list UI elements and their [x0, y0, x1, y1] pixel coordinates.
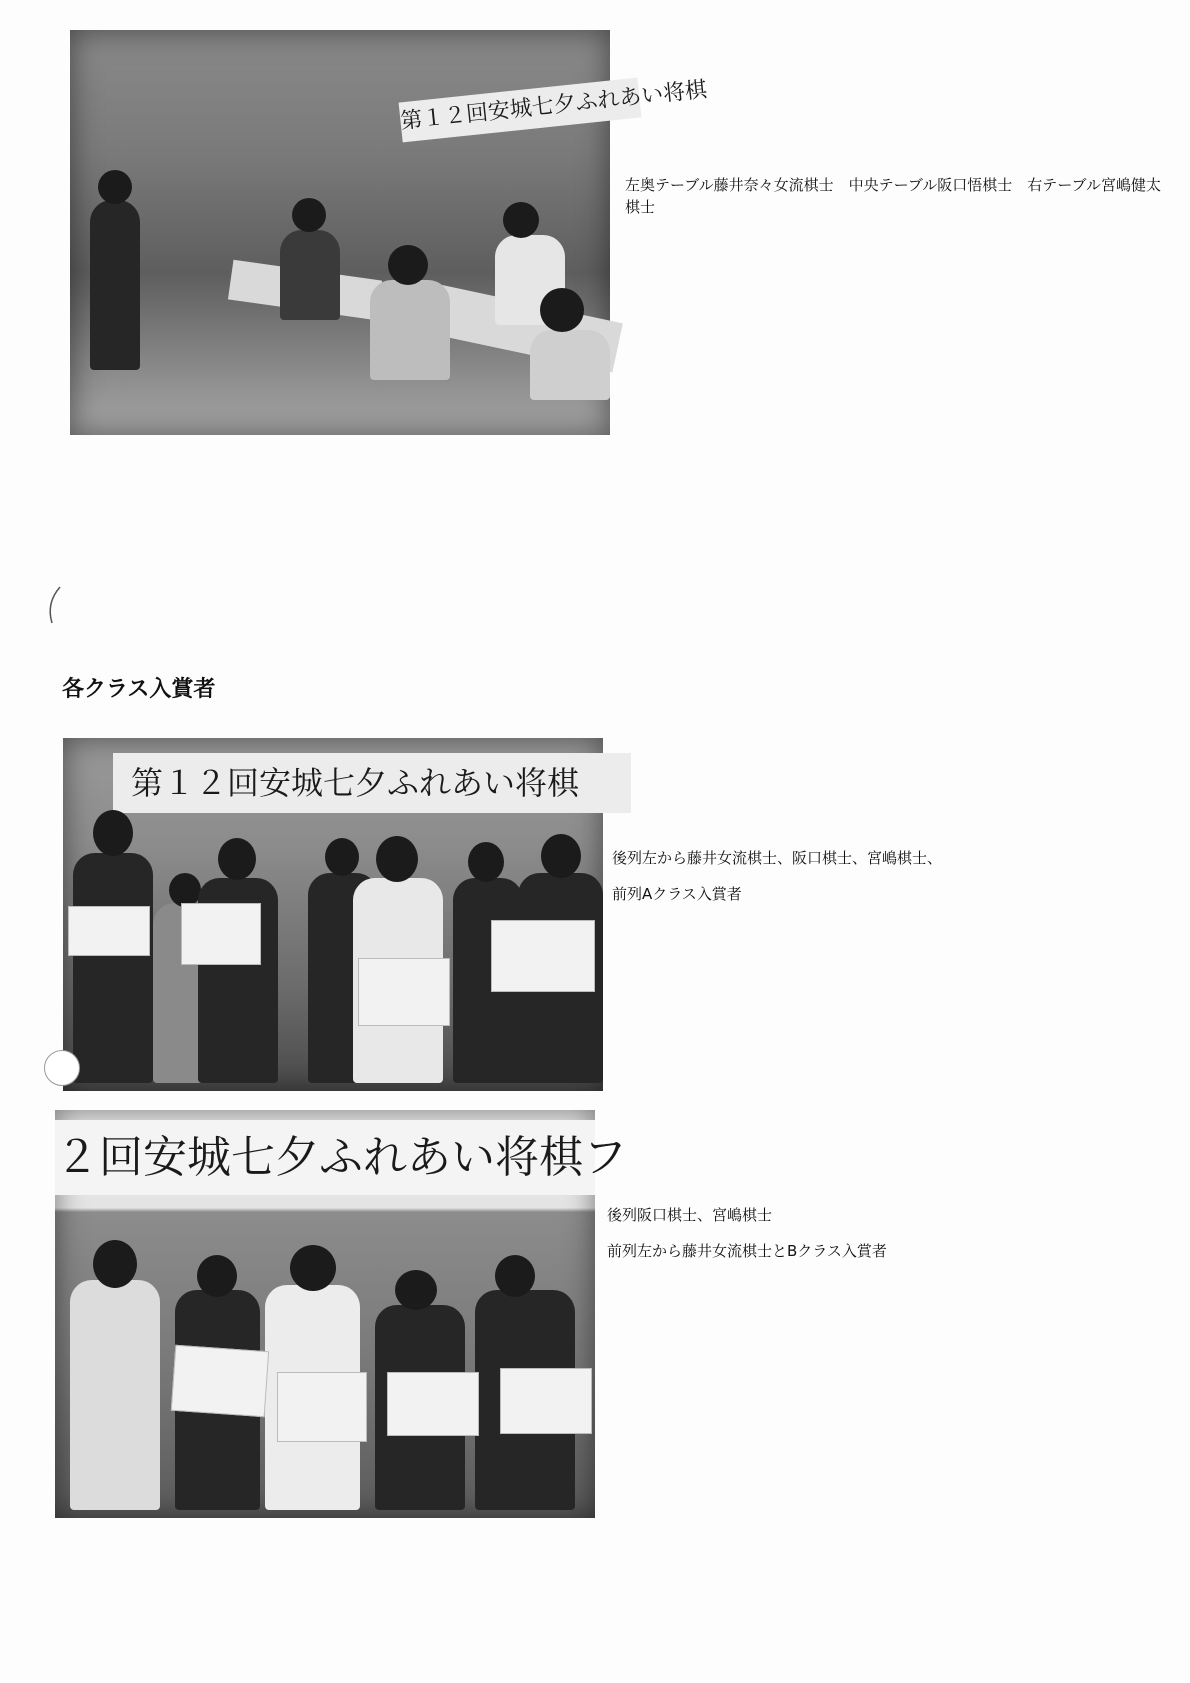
- caption-line: 後列阪口棋士、宮嶋棋士: [607, 1206, 773, 1224]
- person-head: [540, 288, 584, 332]
- scan-mark: [44, 585, 64, 625]
- person: [370, 280, 450, 380]
- person-head: [541, 834, 581, 878]
- person: [73, 853, 153, 1083]
- person-head: [495, 1255, 535, 1297]
- venue-banner: ２回安城七夕ふれあい将棋フ: [55, 1120, 595, 1195]
- person-head: [290, 1245, 336, 1291]
- punch-hole: [44, 1050, 80, 1086]
- caption-line: 後列左から藤井女流棋士、阪口棋士、宮嶋棋士、: [612, 849, 943, 867]
- caption-line: 前列左から藤井女流棋士とBクラス入賞者: [607, 1241, 887, 1260]
- person-head: [93, 1240, 137, 1288]
- certificate: [171, 1345, 269, 1417]
- person-head: [503, 202, 539, 238]
- caption-line: 前列Aクラス入賞者: [612, 884, 742, 903]
- venue-banner: 第１２回安城七夕ふれあい将棋: [399, 78, 642, 143]
- person-head: [169, 873, 201, 907]
- person-head: [395, 1270, 437, 1310]
- person-head: [376, 836, 418, 882]
- certificate: [277, 1372, 367, 1442]
- tournament-photo: [70, 30, 709, 435]
- section-heading: 各クラス入賞者: [62, 677, 216, 702]
- certificate: [181, 903, 261, 965]
- person: [90, 200, 140, 370]
- class-a-caption: [612, 848, 1032, 920]
- person-head: [98, 170, 132, 204]
- person: [280, 230, 340, 320]
- person-head: [468, 842, 504, 882]
- certificate: [491, 920, 595, 992]
- tournament-caption: 左奥テーブル藤井奈々女流棋士 中央テーブル阪口悟棋士 右テーブル宮嶋健太棋士: [625, 176, 1161, 216]
- certificate: [358, 958, 450, 1026]
- person-head: [292, 198, 326, 232]
- venue-banner: 第１２回安城七夕ふれあい将棋: [113, 753, 631, 813]
- certificate: [387, 1372, 479, 1436]
- person-head: [388, 245, 428, 285]
- certificate: [500, 1368, 592, 1434]
- person-head: [325, 838, 359, 876]
- person-head: [93, 810, 133, 856]
- person: [70, 1280, 160, 1510]
- person: [530, 330, 610, 400]
- certificate: [68, 906, 150, 956]
- person-head: [197, 1255, 237, 1297]
- class-b-photo: [55, 1110, 627, 1518]
- person-head: [218, 838, 256, 880]
- class-b-caption: [607, 1205, 1047, 1277]
- class-a-photo: [63, 738, 603, 1091]
